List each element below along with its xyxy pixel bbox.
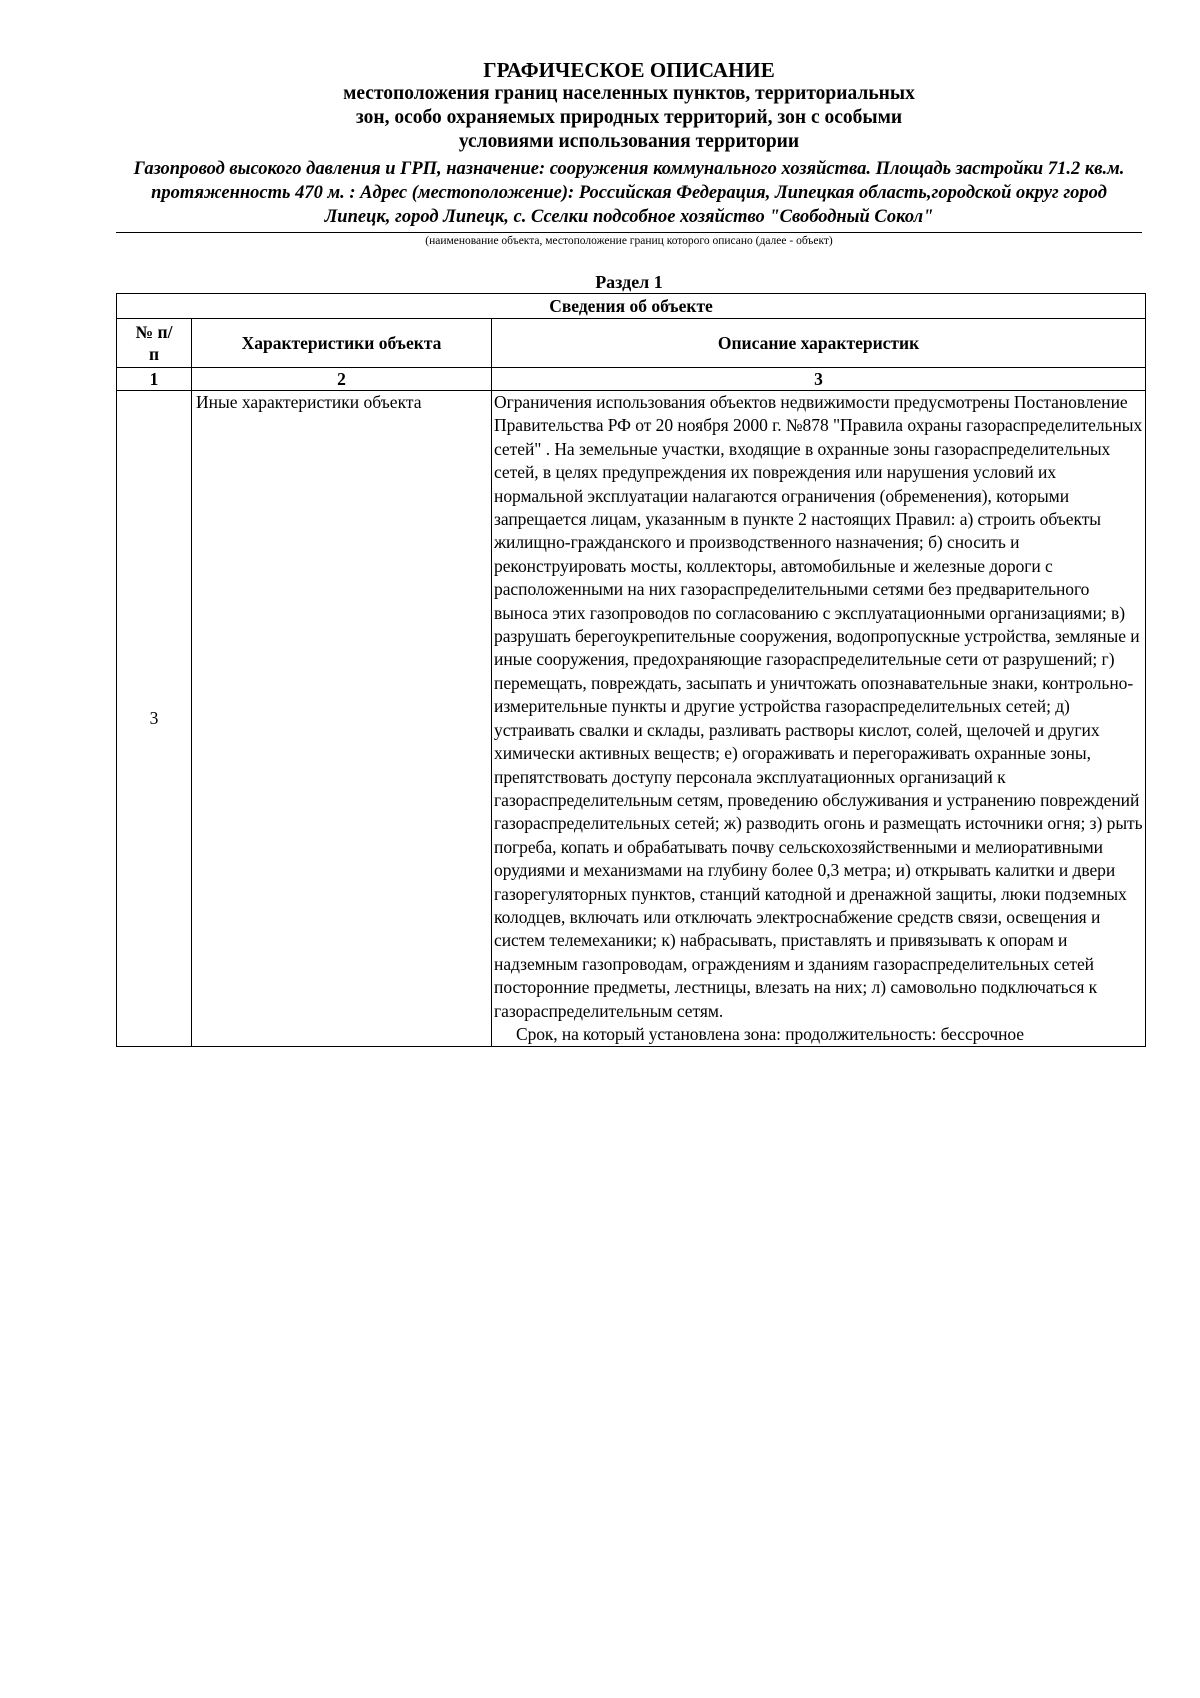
row-description-cell xyxy=(492,391,1146,1047)
table-caption-row xyxy=(117,294,1146,319)
column-number-2: 2 xyxy=(192,368,492,391)
document-title: ГРАФИЧЕСКОЕ ОПИСАНИЕ xyxy=(483,58,775,82)
row-description: Ограничения использования объектов недвижимости предусмотрены Постановление Правительства РФ от 20 ноября 2000 г. №878 "Правила охраны газораспределительных сетей" . На земельные участки, входящие в охранные зоны газораспределительных сетей, в целях предупреждения их повреждения или нарушения условий их нормальной эксплуатации налагаются ограничения (обременения), которыми запрещается лицам, указанным в пункте 2 настоящих Правил: а) строить объекты жилищно-гражданского и производственного назначения; б) сносить и реконструировать мосты, коллекторы, автомобильные и железные дороги с расположенными на них газораспределительными сетями без предварительного выноса этих газопроводов по согласованию с эксплуатационными организациями; в) разрушать берегоукрепительные сооружения, водопропускные устройства, земляные и иные сооружения, предохраняющие газораспределительные сети от разрушений; г) перемещать, повреждать, засыпать и уничтожать опознавательные знаки, контрольно-измерительные пункты и другие устройства газораспределительных сетей; д) устраивать свалки и склады, разливать растворы кислот, солей, щелочей и других химически активных веществ; е) огораживать и перегораживать охранные зоны, препятствовать доступу персонала эксплуатационных организаций к газораспределительным сетям, проведению обслуживания и устранению повреждений газораспределительных сетей; ж) разводить огонь и размещать источники огня; з) рыть погреба, копать и обрабатывать почву сельскохозяйственными и мелиоративными орудиями и механизмами на глубину более 0,3 метра; и) открывать калитки и двери газорегуляторных пунктов, станций катодной и дренажной защиты, люки подземных колодцев, включать или отключать электроснабжение средств связи, освещения и систем телемеханики; к) набрасывать, приставлять и привязывать к опорам и надземным газопроводам, ограждениям и зданиям газораспределительных сетей посторонние предметы, лестницы, влезать на них; л) самовольно подключаться к газораспределительным сетям. xyxy=(494,392,1143,1021)
row-term: Срок, на который установлена зона: продолжительность: бессрочное xyxy=(516,1023,1024,1044)
column-number-1: 1 xyxy=(117,368,192,391)
table-header-row xyxy=(117,319,1146,368)
column-number-row xyxy=(117,368,1146,391)
object-info-table xyxy=(116,293,1146,1047)
document-subtitle-line-1: местоположения границ населенных пунктов, территориальных xyxy=(343,83,915,104)
document-subtitle-line-2: зон, особо охраняемых природных территорий, зон с особыми xyxy=(355,107,903,128)
column-header-number: № п/п xyxy=(117,319,192,368)
section-label: Раздел 1 xyxy=(595,272,663,292)
object-name: Газопровод высокого давления и ГРП, назначение: сооружения коммунального хозяйства. Площадь застройки 71.2 кв.м. протяженность 470 м. : Адрес (местоположение): Российская Федерация, Липецкая область,городской округ город Липецк, город Липецк, с. Сселки подсобное хозяйство "Свободный Сокол" xyxy=(116,157,1142,233)
object-name-caption: (наименование объекта, местоположение границ которого описано (далее - объект) xyxy=(425,235,833,247)
row-characteristic: Иные характеристики объекта xyxy=(192,391,492,1047)
document-subtitle-line-3: условиями использования территории xyxy=(458,131,800,152)
column-header-characteristic: Характеристики объекта xyxy=(192,319,492,368)
column-number-3: 3 xyxy=(492,368,1146,391)
title-block xyxy=(116,58,1142,249)
table-caption: Сведения об объекте xyxy=(117,294,1146,319)
row-number: 3 xyxy=(117,391,192,1047)
column-header-description: Описание характеристик xyxy=(492,319,1146,368)
table-row xyxy=(117,391,1146,1047)
